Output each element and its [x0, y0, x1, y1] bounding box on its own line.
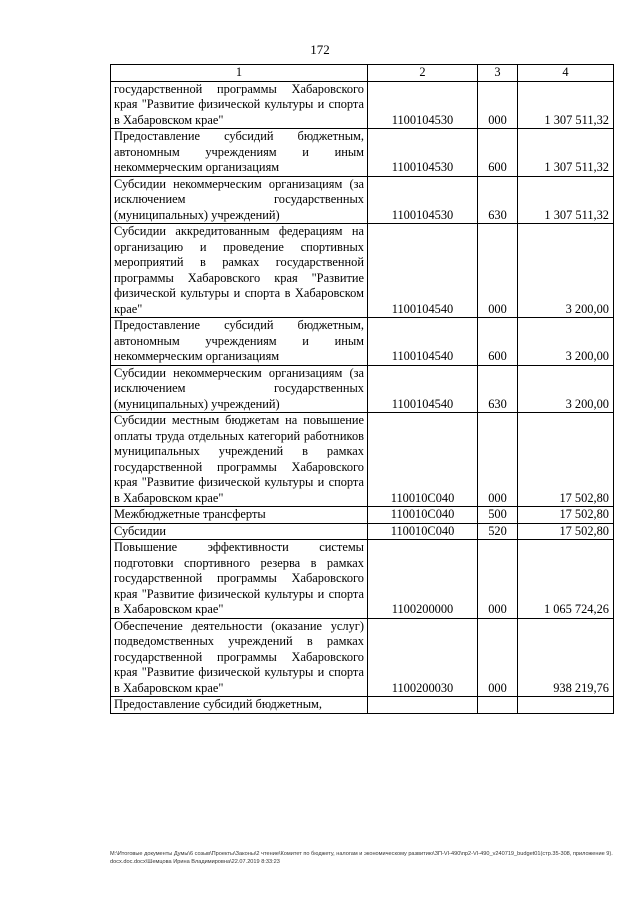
- table-row: [111, 224, 614, 318]
- row-expense-type: 000: [478, 413, 518, 507]
- row-amount: 3 200,00: [518, 318, 614, 366]
- table-row: [111, 81, 614, 129]
- table-row: [111, 129, 614, 177]
- row-description: государственной программы Хабаровского края "Развитие физической культуры и спорта в Хабаровском крае": [111, 81, 368, 129]
- row-description: Субсидии аккредитованным федерациям на организацию и проведение спортивных мероприятий в рамках государственной программы Хабаровского края "Развитие физической культуры и спорта в Хабаровском крае": [111, 224, 368, 318]
- row-target-code: 1100104540: [368, 224, 478, 318]
- row-description: Предоставление субсидий бюджетным,: [111, 697, 368, 714]
- row-target-code: 1100104540: [368, 318, 478, 366]
- column-header: 1: [111, 65, 368, 82]
- row-target-code: 1100104540: [368, 365, 478, 413]
- row-amount: 17 502,80: [518, 523, 614, 540]
- row-description: Межбюджетные трансферты: [111, 507, 368, 524]
- table-row: [111, 318, 614, 366]
- row-amount: 1 307 511,32: [518, 81, 614, 129]
- document-path-footer: M:\Итоговые документы Думы\6 созыв\Проекты\Законы\2 чтение\Комитет по бюджету, налогам и экономическому развитию\ЗП-VI-490\пр2-VI-490_v240719_budget01(стр.35-308, приложение 9).docx.doc.docx\Шемцова Ирина Владимировна\22.07.2019 8:33:23: [110, 851, 613, 865]
- table-row: [111, 523, 614, 540]
- row-target-code: 1100200030: [368, 618, 478, 697]
- row-target-code: [368, 697, 478, 714]
- budget-table: [110, 64, 614, 714]
- row-expense-type: 000: [478, 224, 518, 318]
- row-description: Повышение эффективности системы подготовки спортивного резерва в рамках государственной программы Хабаровского края "Развитие физической культуры и спорта в Хабаровском крае": [111, 540, 368, 619]
- row-amount: 3 200,00: [518, 224, 614, 318]
- column-header: 2: [368, 65, 478, 82]
- page-number: 172: [310, 42, 330, 57]
- table-row: [111, 697, 614, 714]
- row-description: Обеспечение деятельности (оказание услуг) подведомственных учреждений в рамках государственной программы Хабаровского края "Развитие физической культуры и спорта в Хабаровском крае": [111, 618, 368, 697]
- row-expense-type: 520: [478, 523, 518, 540]
- row-expense-type: 600: [478, 318, 518, 366]
- row-target-code: 1100104530: [368, 176, 478, 224]
- table-row: [111, 365, 614, 413]
- row-amount: 1 307 511,32: [518, 129, 614, 177]
- row-expense-type: 000: [478, 81, 518, 129]
- row-target-code: 1100104530: [368, 81, 478, 129]
- row-description: Субсидии местным бюджетам на повышение оплаты труда отдельных категорий работников муниципальных учреждений в рамках государственной программы Хабаровского края "Развитие физической культуры и спорта в Хабаровском крае": [111, 413, 368, 507]
- table-header-row: [111, 65, 614, 82]
- row-target-code: 110010С040: [368, 413, 478, 507]
- row-amount: 1 307 511,32: [518, 176, 614, 224]
- row-expense-type: [478, 697, 518, 714]
- table-row: [111, 618, 614, 697]
- row-amount: 17 502,80: [518, 413, 614, 507]
- row-amount: 1 065 724,26: [518, 540, 614, 619]
- row-target-code: 110010С040: [368, 507, 478, 524]
- row-description: Предоставление субсидий бюджетным, автономным учреждениям и иным некоммерческим организациям: [111, 129, 368, 177]
- row-amount: 938 219,76: [518, 618, 614, 697]
- column-header: 3: [478, 65, 518, 82]
- table-row: [111, 413, 614, 507]
- table-row: [111, 507, 614, 524]
- table-row: [111, 176, 614, 224]
- row-expense-type: 600: [478, 129, 518, 177]
- row-expense-type: 500: [478, 507, 518, 524]
- row-description: Субсидии: [111, 523, 368, 540]
- row-expense-type: 000: [478, 540, 518, 619]
- table-row: [111, 540, 614, 619]
- row-amount: 17 502,80: [518, 507, 614, 524]
- row-target-code: 1100104530: [368, 129, 478, 177]
- row-description: Субсидии некоммерческим организациям (за исключением государственных (муниципальных) учреждений): [111, 365, 368, 413]
- row-expense-type: 630: [478, 176, 518, 224]
- row-amount: 3 200,00: [518, 365, 614, 413]
- column-header: 4: [518, 65, 614, 82]
- row-target-code: 1100200000: [368, 540, 478, 619]
- row-expense-type: 630: [478, 365, 518, 413]
- row-amount: [518, 697, 614, 714]
- row-target-code: 110010С040: [368, 523, 478, 540]
- row-expense-type: 000: [478, 618, 518, 697]
- row-description: Предоставление субсидий бюджетным, автономным учреждениям и иным некоммерческим организациям: [111, 318, 368, 366]
- row-description: Субсидии некоммерческим организациям (за исключением государственных (муниципальных) учреждений): [111, 176, 368, 224]
